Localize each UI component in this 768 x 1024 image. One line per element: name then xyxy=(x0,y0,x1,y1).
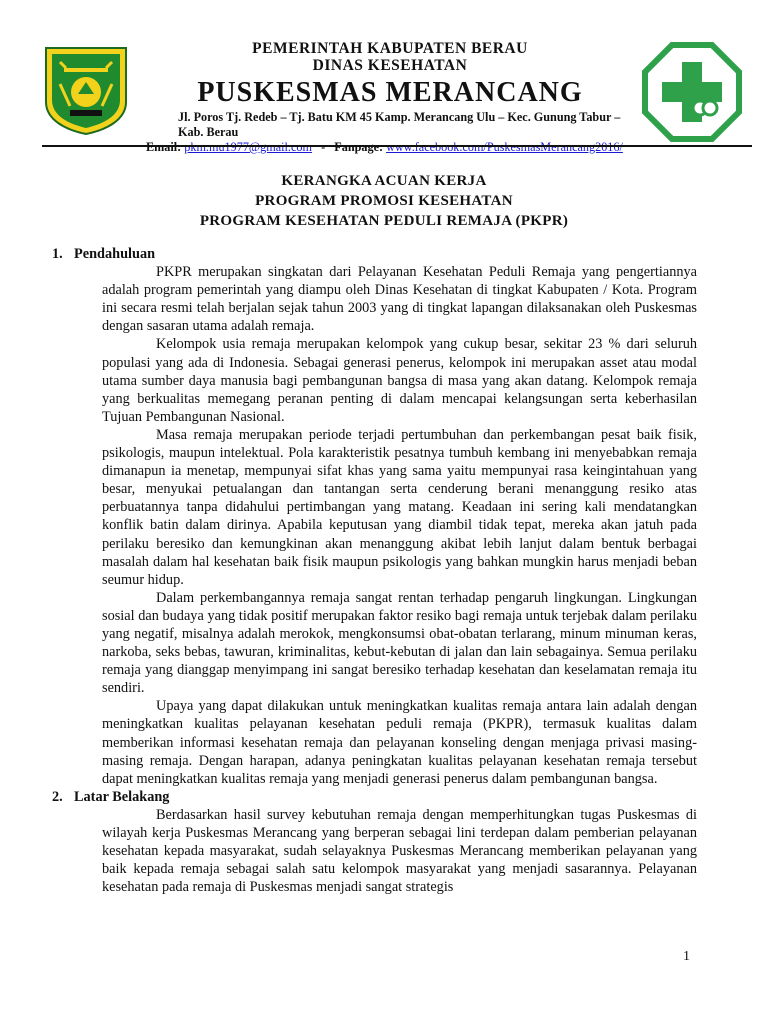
paragraph: PKPR merupakan singkatan dari Pelayanan Kesehatan Peduli Remaja yang pengertiannya adalah program pemerintah yang diampu oleh Dinas Kesehatan di tingkat Kabupaten / Kota. Program ini secara resmi telah berjalan sejak tahun 2003 yang di tingkat lapangan dilaksanakan oleh Puskesmas dengan sasaran utama adalah remaja. xyxy=(102,264,697,335)
title-line-3: PROGRAM KESEHATAN PEDULI REMAJA (PKPR) xyxy=(199,213,569,229)
government-name: PEMERINTAH KABUPATEN BERAU xyxy=(252,40,528,57)
fanpage-link[interactable]: www.facebook.com/PuskesmasMerancang2016/ xyxy=(386,140,623,154)
puskesmas-logo xyxy=(642,42,742,142)
contact-separator: - xyxy=(321,140,326,154)
section-heading xyxy=(52,788,697,806)
page-number: 1 xyxy=(683,949,690,964)
letterhead-text xyxy=(140,40,640,155)
letterhead xyxy=(40,40,745,154)
letterhead-divider xyxy=(42,145,752,147)
section-number: 1. xyxy=(52,246,63,262)
address: Jl. Poros Tj. Redeb – Tj. Batu KM 45 Kamp. Merancang Ulu – Kec. Gunung Tabur – Kab. Berau xyxy=(178,110,621,139)
section-heading xyxy=(52,245,697,263)
paragraph: Kelompok usia remaja merupakan kelompok yang cukup besar, sekitar 23 % dari seluruh populasi yang ada di Indonesia. Sebagai generasi penerus, kelompok ini merupakan asset atau modal utama sumber daya manusia bagi pembangunan bangsa di masa yang akan datang. Kelompok remaja yang berkualitas memegang peranan penting di dalam mencapai kelangsungan serta keberhasilan Tujuan Pembangunan Nasional. xyxy=(102,336,697,425)
section-title: Latar Belakang xyxy=(74,788,170,805)
document-title xyxy=(0,171,768,231)
paragraph: Berdasarkan hasil survey kebutuhan remaja dengan memperhitungkan tugas Puskesmas di wilayah kerja Puskesmas Merancang yang berperan sebagai lini terdepan dalam pemberian pelayanan kesehatan kepada masyarakat, sudah selayaknya Puskesmas Merancang memberikan pelayanan yang baik kepada remaja sebagai salah satu kelompok masyarakat yang menjadi sasarannya. Pelayanan kesehatan pada remaja di Puskesmas menjadi sangat strategis xyxy=(102,806,697,896)
paragraph: Dalam perkembangannya remaja sangat rentan terhadap pengaruh lingkungan. Lingkungan sosial dan budaya yang tidak positif merupakan faktor resiko bagi remaja untuk terjebak dalam perilaku yang negatif, misalnya adalah merokok, mengkonsumsi obat-obatan terlarang, minum minuman keras, narkoba, seks bebas, tawuran, kriminalitas, kebut-kebutan di jalan dan lain sebagainya. Semua perilaku remaja yang dianggap menyimpang ini sangat beresiko terhadap kesehatan dan keselamatan remaja itu sendiri. xyxy=(102,589,697,697)
email-label: Email: xyxy=(146,140,182,154)
contact-line xyxy=(146,140,640,155)
puskesmas-name: PUSKESMAS MERANCANG xyxy=(197,77,583,108)
document-body xyxy=(52,245,697,896)
department-name: DINAS KESEHATAN xyxy=(312,57,468,74)
title-line-1: KERANGKA ACUAN KERJA xyxy=(281,173,487,189)
email-link[interactable]: pkm.mu1977@gmail.com xyxy=(184,140,312,154)
paragraph: Upaya yang dapat dilakukan untuk meningkatkan kualitas remaja antara lain adalah dengan meningkatkan kualitas pelayanan kesehatan peduli remaja (PKPR), termasuk kualitas dalam memberikan informasi kesehatan remaja dan pelayanan konseling dengan menjaga privasi masing-masing remaja. Dengan harapan, adanya peningkatan kualitas pelayanan kesehatan remaja tersebut dapat meningkatkan kualitas remaja yang menjadi generasi penerus dalam pembangunan bangsa. xyxy=(102,698,697,787)
section-title: Pendahuluan xyxy=(74,246,156,262)
fanpage-label: Fanpage: xyxy=(334,140,384,154)
berau-regency-emblem xyxy=(40,44,132,136)
paragraph: Masa remaja merupakan periode terjadi pertumbuhan dan perkembangan pesat baik fisik, psikologis, maupun intelektual. Pola karakteristik pesatnya tumbuh kembang ini menyebabkan remaja dimanapun ia menetap, mempunyai sifat khas yang sama yaitu mempunyai rasa keingintahuan yang besar, menyukai petualangan dan tantangan serta cenderung berani menanggung resiko atas perbuatannya tanpa didahului pertimbangan yang matang. Keadaan ini sering kali mendatangkan konflik batin dalam dirinya. Apabila keputusan yang diambil tidak tepat, mereka akan jatuh pada perilaku beresiko dan kemungkinan akan menanggung akibat lebih lanjut dalam bentuk berbagai masalah dalam hal kesehatan baik fisik maupun psikologis yang bahkan mungkin harus menjadi beban seumur hidup. xyxy=(102,426,697,588)
title-line-2: PROGRAM PROMOSI KESEHATAN xyxy=(255,193,513,209)
section-number: 2. xyxy=(52,788,63,805)
